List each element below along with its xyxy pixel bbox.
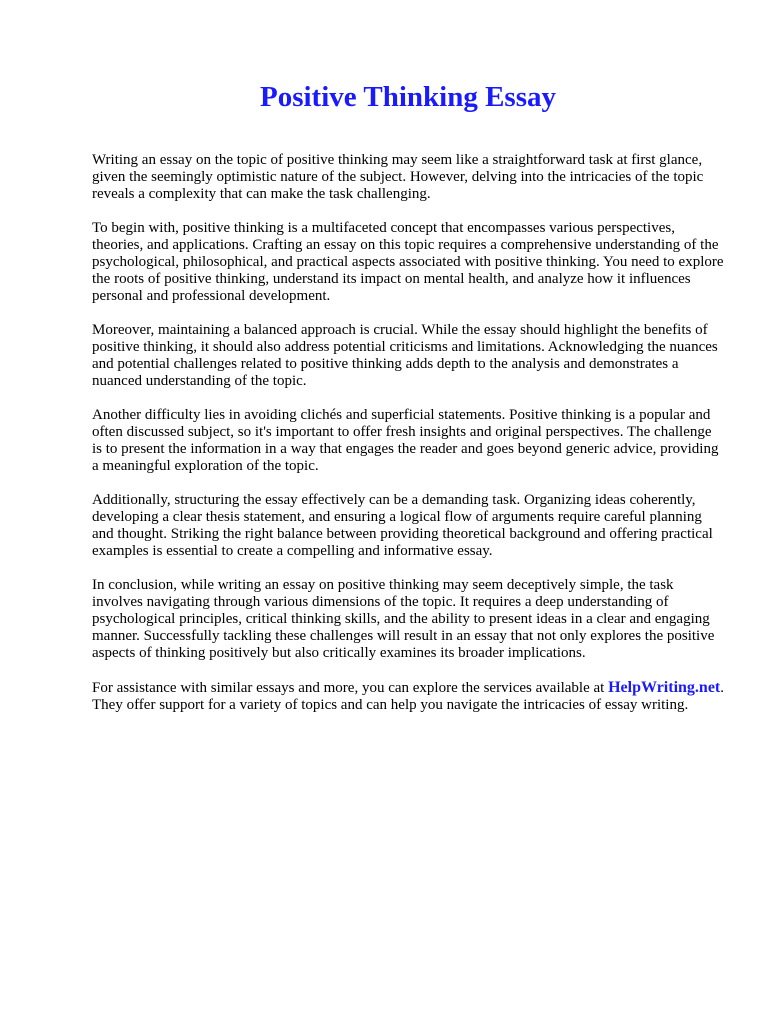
- paragraph-5: Additionally, structuring the essay effectively can be a demanding task. Organizing ideas coherently, developing a clear thesis statement, and ensuring a logical flow of arguments require careful planning and thought. Striking the right balance between providing theoretical background and offering practical examples is essential to create a compelling and informative essay.: [92, 492, 713, 559]
- page-title: Positive Thinking Essay: [259, 81, 556, 113]
- closing-text-before-link: For assistance with similar essays and more, you can explore the services available at: [92, 680, 609, 696]
- closing-text-after-link: . They offer support for a variety of topics and can help you navigate the intricacies of essay writing.: [92, 680, 724, 713]
- paragraph-2: To begin with, positive thinking is a multifaceted concept that encompasses various perspectives, theories, and applications. Crafting an essay on this topic requires a comprehensive understanding of the psychological, philosophical, and practical aspects associated with positive thinking. You need to explore the roots of positive thinking, understand its impact on mental health, and analyze how it influences personal and professional development.: [92, 220, 724, 304]
- paragraph-1: Writing an essay on the topic of positive thinking may seem like a straightforward task at first glance, given the seemingly optimistic nature of the subject. However, delving into the intricacies of the topic reveals a complexity that can make the task challenging.: [92, 152, 704, 202]
- paragraph-4: Another difficulty lies in avoiding clichés and superficial statements. Positive thinking is a popular and often discussed subject, so it's important to offer fresh insights and original perspectives. The challenge is to present the information in a way that engages the reader and goes beyond generic advice, providing a meaningful exploration of the topic.: [92, 407, 719, 474]
- helpwriting-link[interactable]: HelpWriting.net: [608, 679, 721, 696]
- paragraph-3: Moreover, maintaining a balanced approach is crucial. While the essay should highlight the benefits of positive thinking, it should also address potential criticisms and limitations. Acknowledging the nuances and potential challenges related to positive thinking adds depth to the analysis and demonstrates a nuanced understanding of the topic.: [92, 322, 718, 389]
- closing-paragraph: [92, 679, 724, 714]
- paragraph-6: In conclusion, while writing an essay on positive thinking may seem deceptively simple, the task involves navigating through various dimensions of the topic. It requires a deep understanding of psychological principles, critical thinking skills, and the ability to present ideas in a clear and engaging manner. Successfully tackling these challenges will result in an essay that not only explores the positive aspects of thinking positively but also critically examines its broader implications.: [92, 577, 715, 661]
